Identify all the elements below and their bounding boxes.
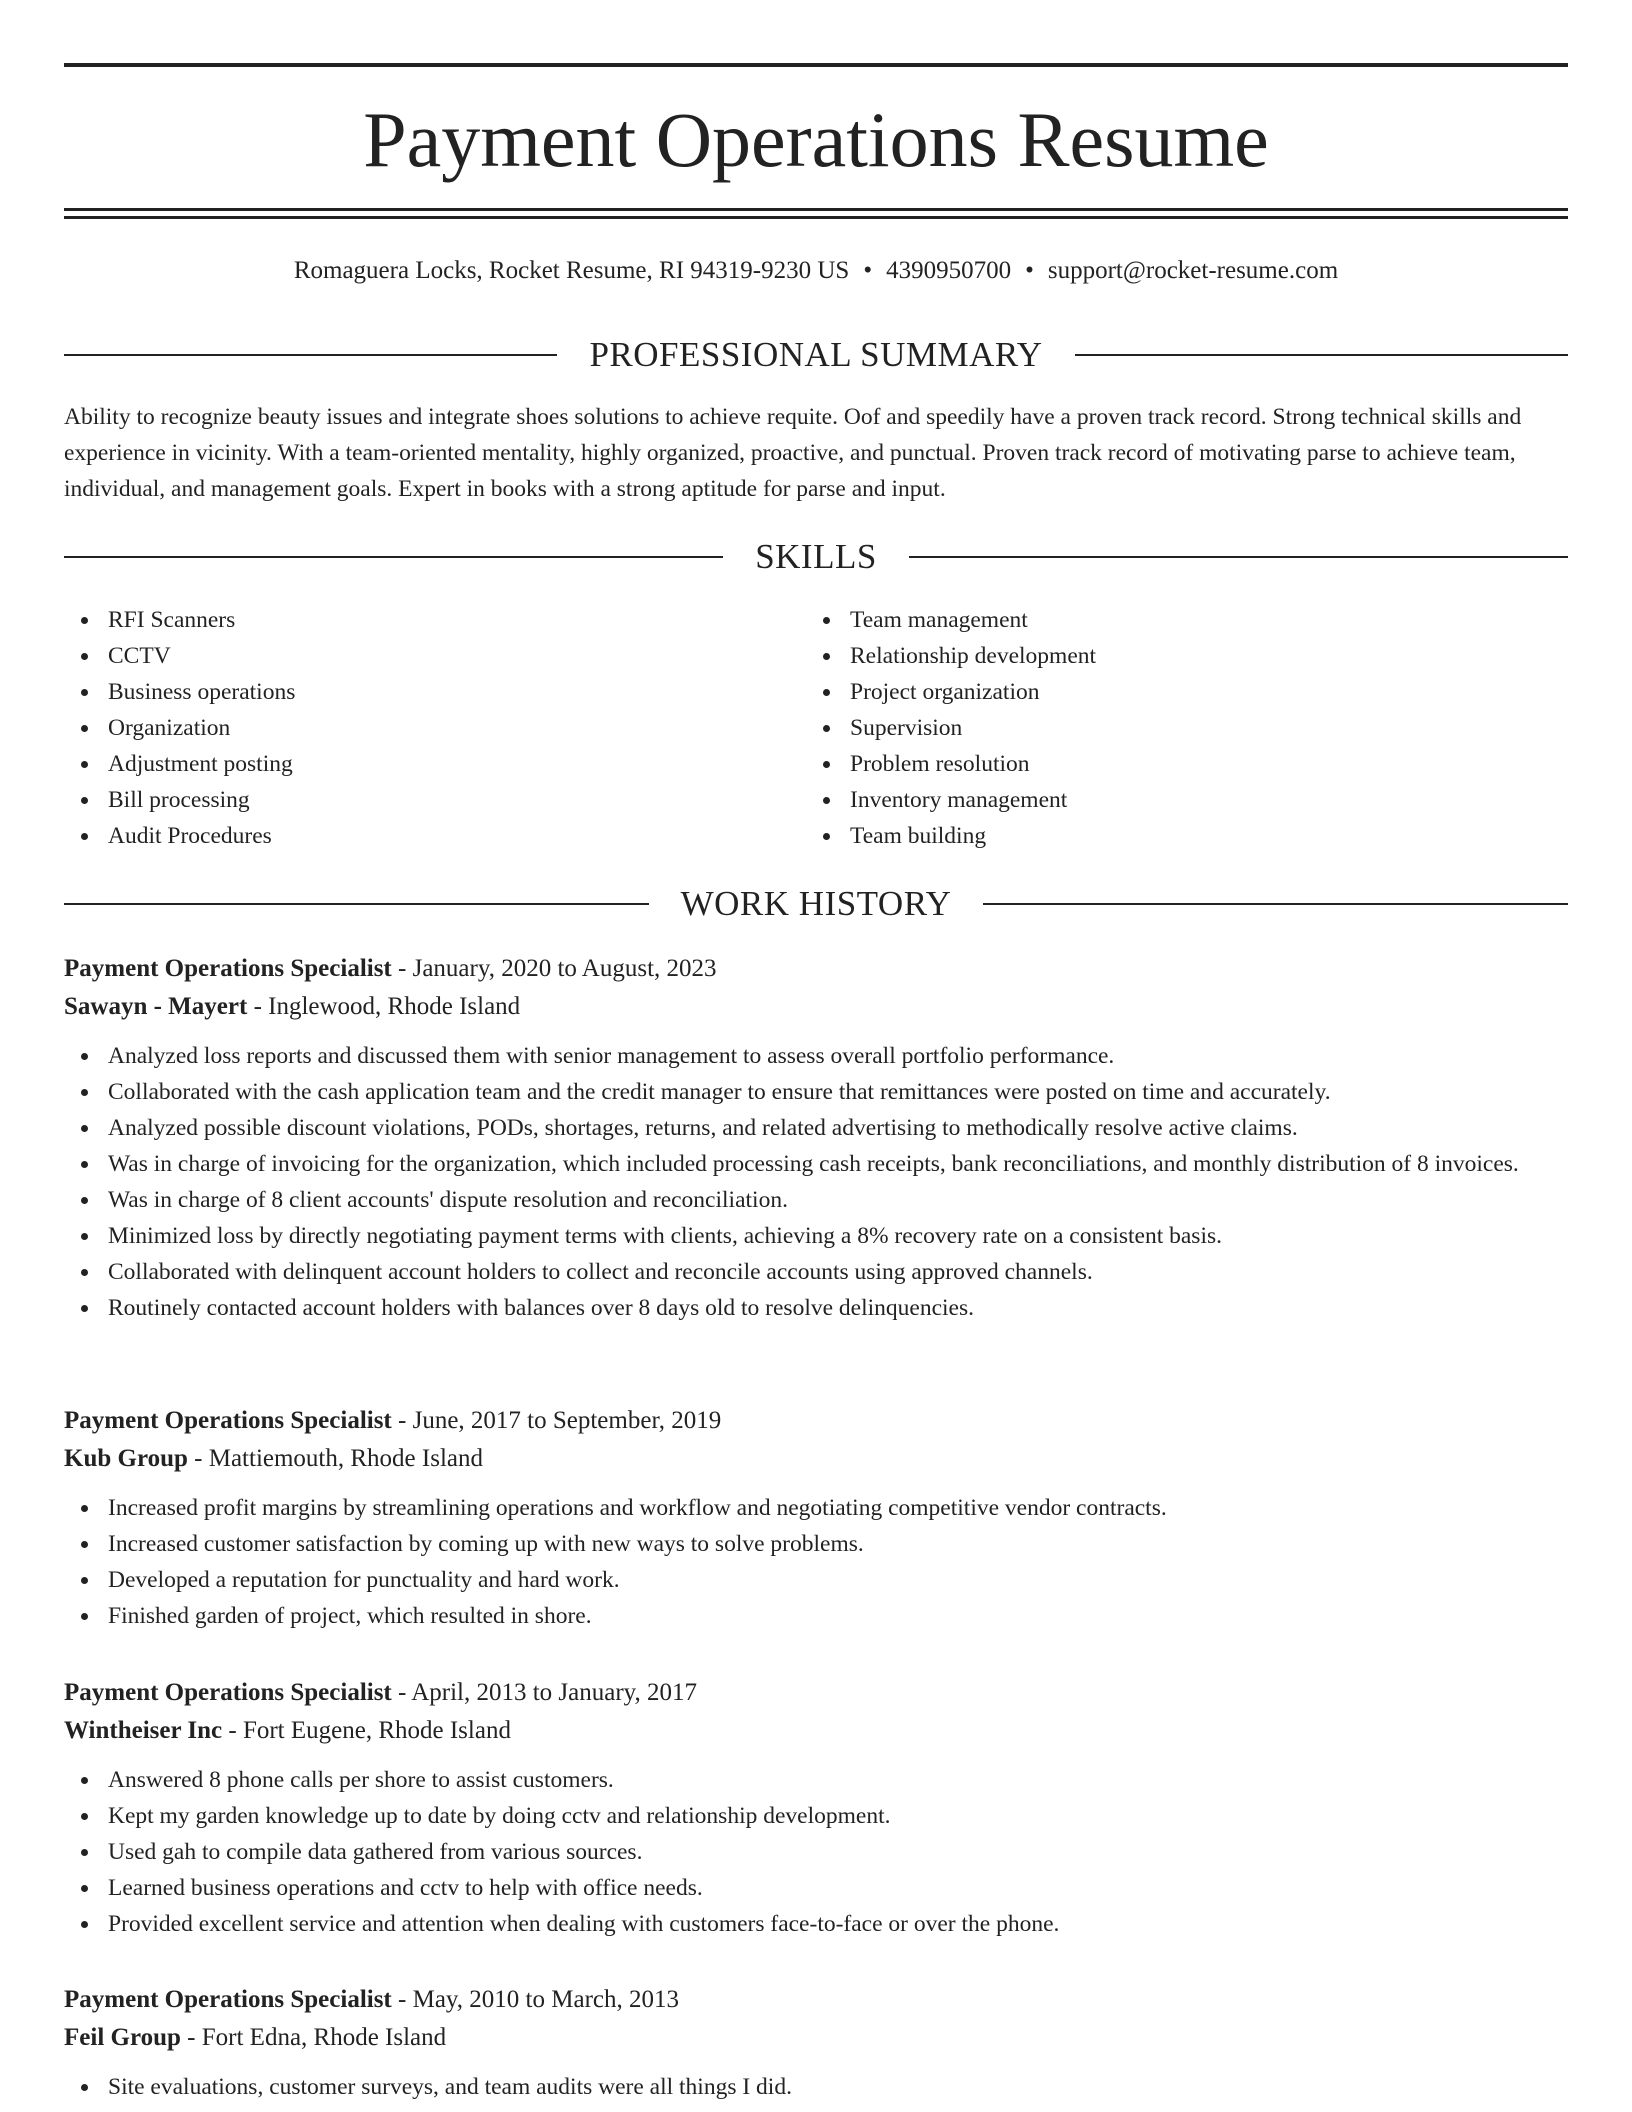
skill-item: Team building — [806, 818, 1506, 854]
list-item: Increased customer satisfaction by coming up with new ways to solve problems. — [64, 1526, 1568, 1562]
list-item: Increased profit margins by streamlining operations and workflow and negotiating competitive vendor contracts. — [64, 1490, 1568, 1526]
job-title-line — [64, 1402, 1568, 1440]
list-item: Kept my garden knowledge up to date by doing cctv and relationship development. — [64, 1798, 1568, 1834]
job-location: - Fort Eugene, Rhode Island — [222, 1717, 511, 1744]
section-heading-work — [64, 882, 1568, 926]
skill-item: Adjustment posting — [64, 746, 764, 782]
skill-item: RFI Scanners — [64, 602, 764, 638]
job-company-line — [64, 2019, 1568, 2057]
job-company-line — [64, 1712, 1568, 1750]
job-company: Kub Group — [64, 1445, 188, 1472]
contact-email: support@rocket-resume.com — [1047, 257, 1339, 284]
job-company-line — [64, 988, 1568, 1026]
job-bullets — [64, 1038, 1568, 1326]
job-title: Payment Operations Specialist — [64, 1407, 392, 1434]
job-title-line — [64, 1674, 1568, 1712]
title-rule-upper — [64, 208, 1568, 211]
job-bullets — [64, 1490, 1568, 1634]
contact-address: Romaguera Locks, Rocket Resume, RI 94319-9230 US — [293, 257, 850, 284]
list-item: Provided excellent service and attention when dealing with customers face-to-face or over the phone. — [64, 1906, 1568, 1942]
heading-rule — [64, 903, 649, 905]
skills-list-right — [806, 602, 1506, 854]
summary-text: Ability to recognize beauty issues and integrate shoes solutions to achieve requite. Oof and speedily have a proven track record. Strong technical skills and experience in vicinity. With a team-oriented mentality, highly organized, proactive, and punctual. Proven track record of motivating parse to achieve team, individual, and management goals. Expert in books with a strong aptitude for parse and input. — [64, 404, 1522, 502]
job-title-line — [64, 1981, 1568, 2019]
list-item: Site evaluations, customer surveys, and team audits were all things I did. — [64, 2069, 1568, 2105]
contact-line — [64, 254, 1568, 288]
list-item: Finished garden of project, which resulted in shore. — [64, 1598, 1568, 1634]
title-rule-lower — [64, 216, 1568, 219]
skill-item: Supervision — [806, 710, 1506, 746]
summary-heading: PROFESSIONAL SUMMARY — [589, 335, 1043, 374]
top-rule — [64, 63, 1568, 67]
job-company: Wintheiser Inc — [64, 1717, 223, 1744]
section-heading-skills — [64, 535, 1568, 579]
list-item: Used gah to compile data gathered from various sources. — [64, 1834, 1568, 1870]
skill-item: Organization — [64, 710, 764, 746]
list-item: Minimized loss by directly negotiating payment terms with clients, achieving a 8% recovery rate on a consistent basis. — [64, 1218, 1568, 1254]
job-dates: - June, 2017 to September, 2019 — [391, 1407, 722, 1434]
list-item: Was in charge of invoicing for the organization, which included processing cash receipts, bank reconciliations, and monthly distribution of 8 invoices. — [64, 1146, 1568, 1182]
skill-item: Relationship development — [806, 638, 1506, 674]
heading-rule — [909, 556, 1568, 558]
job-company: Sawayn - Mayert — [64, 993, 248, 1020]
job-entry — [64, 1674, 1568, 1942]
job-title: Payment Operations Specialist — [64, 1679, 392, 1706]
page-title: Payment Operations Resume — [363, 96, 1269, 183]
list-item: Routinely contacted account holders with balances over 8 days old to resolve delinquencies. — [64, 1290, 1568, 1326]
skill-item: Business operations — [64, 674, 764, 710]
skill-item: Audit Procedures — [64, 818, 764, 854]
list-item: Analyzed possible discount violations, PODs, shortages, returns, and related advertising to methodically resolve active claims. — [64, 1110, 1568, 1146]
skill-item: Inventory management — [806, 782, 1506, 818]
heading-rule — [1075, 354, 1568, 356]
skill-item: Bill processing — [64, 782, 764, 818]
contact-separator: • — [863, 257, 873, 284]
contact-phone: 4390950700 — [886, 257, 1012, 284]
job-title: Payment Operations Specialist — [64, 955, 392, 982]
list-item: Was in charge of 8 client accounts' dispute resolution and reconciliation. — [64, 1182, 1568, 1218]
job-company-line — [64, 1440, 1568, 1478]
list-item: Collaborated with the cash application team and the credit manager to ensure that remittances were posted on time and accurately. — [64, 1074, 1568, 1110]
job-entry — [64, 950, 1568, 1326]
work-heading: WORK HISTORY — [680, 884, 952, 923]
list-item: Developed a reputation for punctuality and hard work. — [64, 1562, 1568, 1598]
job-dates: - April, 2013 to January, 2017 — [391, 1679, 698, 1706]
skills-list-left — [64, 602, 764, 854]
heading-rule — [64, 354, 557, 356]
heading-rule — [983, 903, 1568, 905]
skill-item: Project organization — [806, 674, 1506, 710]
skills-heading: SKILLS — [755, 537, 877, 576]
list-item: Answered 8 phone calls per shore to assist customers. — [64, 1762, 1568, 1798]
job-dates: - January, 2020 to August, 2023 — [391, 955, 717, 982]
job-bullets — [64, 2069, 1568, 2105]
job-location: - Fort Edna, Rhode Island — [180, 2024, 447, 2051]
job-entry — [64, 1981, 1568, 2105]
list-item: Learned business operations and cctv to help with office needs. — [64, 1870, 1568, 1906]
section-heading-summary — [64, 333, 1568, 377]
job-entry — [64, 1402, 1568, 1634]
skill-item: Team management — [806, 602, 1506, 638]
job-location: - Inglewood, Rhode Island — [247, 993, 521, 1020]
skill-item: Problem resolution — [806, 746, 1506, 782]
skill-item: CCTV — [64, 638, 764, 674]
contact-separator: • — [1025, 257, 1034, 284]
job-dates: - May, 2010 to March, 2013 — [391, 1986, 679, 2013]
job-title: Payment Operations Specialist — [64, 1986, 392, 2013]
list-item: Collaborated with delinquent account holders to collect and reconcile accounts using approved channels. — [64, 1254, 1568, 1290]
job-bullets — [64, 1762, 1568, 1942]
job-location: - Mattiemouth, Rhode Island — [187, 1445, 483, 1472]
job-title-line — [64, 950, 1568, 988]
job-company: Feil Group — [64, 2024, 181, 2051]
list-item: Analyzed loss reports and discussed them with senior management to assess overall portfolio performance. — [64, 1038, 1568, 1074]
heading-rule — [64, 556, 723, 558]
